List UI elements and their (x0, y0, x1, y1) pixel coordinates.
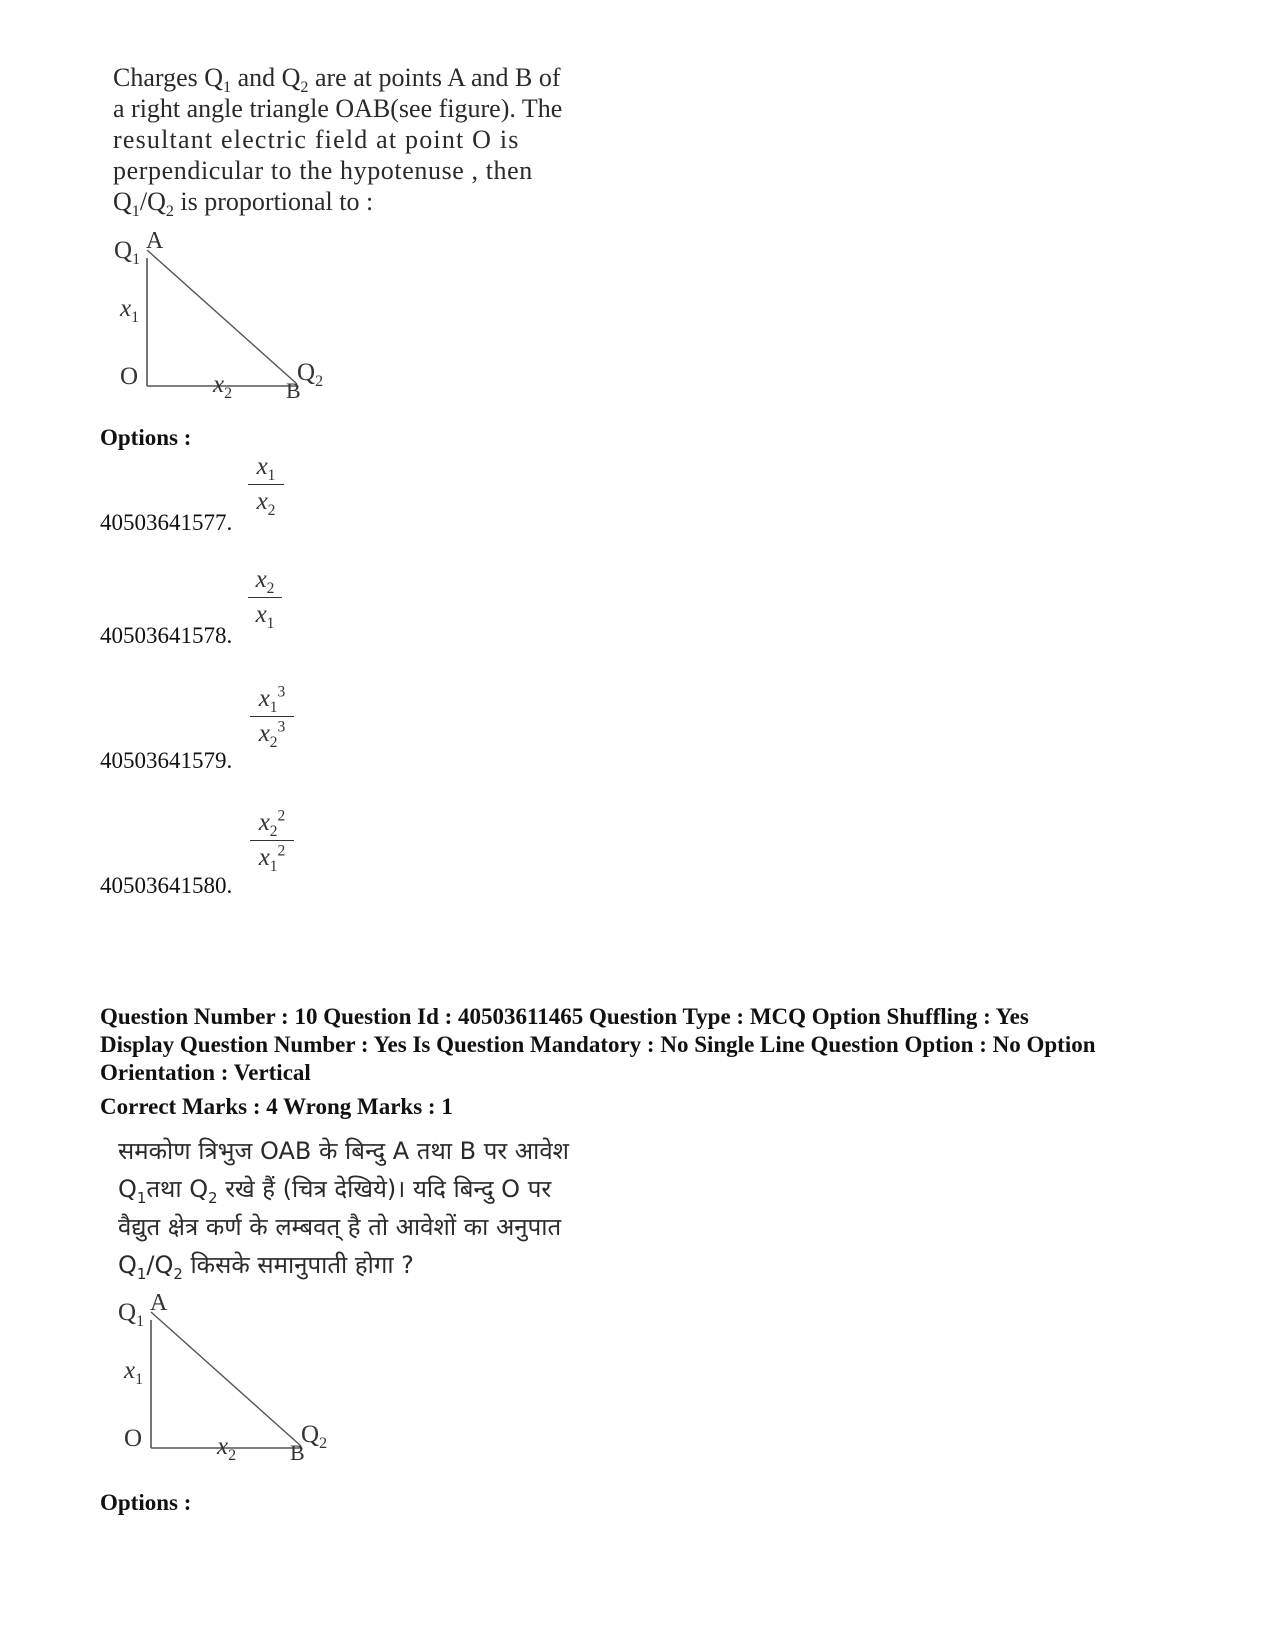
text-run: रखे हैं (चित्र देखिये)। यदि बिन्दु O पर (217, 1175, 552, 1203)
fraction-bar (248, 597, 282, 598)
label-a: A (146, 228, 164, 254)
question-line (113, 93, 603, 124)
label-a: A (150, 1290, 168, 1316)
text-run: /Q (139, 187, 166, 216)
subscript: 2 (300, 79, 309, 97)
question-line (113, 155, 603, 186)
question-meta (100, 1003, 1220, 1121)
label-o: O (124, 1425, 143, 1452)
option-fraction[interactable] (250, 684, 294, 749)
denominator (248, 487, 284, 517)
numerator (248, 452, 284, 482)
subscript: 1 (269, 699, 278, 716)
var: x (256, 488, 268, 515)
subscript: 2 (269, 823, 278, 840)
meta-line: Orientation : Vertical (100, 1060, 311, 1085)
denominator (250, 719, 294, 749)
label-b: B (290, 1440, 305, 1465)
text-run: a right angle triangle OAB(see figure). The (113, 94, 563, 123)
var: x (258, 809, 270, 836)
options-label: Options : (100, 425, 192, 450)
label-q1: $Q_1$ (118, 1299, 145, 1330)
text-run: किसके समानुपाती होगा ? (182, 1251, 414, 1279)
label-b: B (286, 378, 301, 403)
marks-line: Correct Marks : 4 Wrong Marks : 1 (100, 1094, 453, 1119)
var: x (258, 685, 270, 712)
meta-line: Question Number : 10 Question Id : 40503611465 Question Type : MCQ Option Shuffling : Yes (100, 1004, 1029, 1029)
var: x (256, 453, 268, 480)
text-run: resultant electric field at point O is (113, 125, 520, 154)
option-fraction[interactable] (250, 808, 294, 873)
superscript: 3 (277, 718, 286, 736)
subscript: 1 (223, 79, 232, 97)
options-label: Options : (100, 1490, 192, 1515)
text-run: are at points A and B of (308, 63, 561, 92)
subscript: 2 (267, 502, 276, 519)
denominator (250, 843, 294, 873)
question-line: वैद्युत क्षेत्र कर्ण के लम्बवत् है तो आवेशों का अनुपात (118, 1213, 562, 1241)
superscript: 2 (277, 807, 286, 825)
fraction-bar (250, 840, 294, 841)
hypotenuse-ab (147, 250, 297, 384)
triangle-figure (100, 228, 360, 418)
var: x (258, 844, 270, 871)
numerator (250, 684, 294, 714)
fraction-bar (250, 716, 294, 717)
label-o: O (120, 363, 139, 390)
option-id[interactable]: 40503641580. (100, 873, 233, 898)
text-run: perpendicular to the hypotenuse , then (113, 156, 533, 185)
subscript: 1 (136, 1264, 147, 1283)
subscript: 1 (269, 858, 278, 875)
superscript: 2 (277, 842, 286, 860)
question-line: समकोण त्रिभुज OAB के बिन्दु A तथा B पर आवेश (118, 1137, 569, 1165)
text-run: Q (113, 187, 132, 216)
text-run: Q (118, 1251, 137, 1279)
question-text-english (113, 62, 603, 221)
question-line (118, 1246, 638, 1284)
var: x (258, 720, 270, 747)
fraction-bar (248, 484, 284, 485)
text-run: Charges Q (113, 63, 224, 92)
option-id[interactable]: 40503641578. (100, 623, 233, 648)
meta-line: Display Question Number : Yes Is Question Mandatory : No Single Line Question Option : No Option (100, 1032, 1096, 1057)
subscript: 2 (165, 203, 174, 221)
numerator (250, 808, 294, 838)
subscript: 1 (131, 203, 140, 221)
option-id[interactable]: 40503641579. (100, 748, 233, 773)
triangle-figure-2 (104, 1290, 364, 1480)
question-line (113, 62, 603, 97)
text-run: Q (118, 1175, 137, 1203)
subscript: 2 (269, 734, 278, 751)
label-x2: $x_2$ (213, 371, 233, 402)
question-text-hindi (118, 1132, 638, 1284)
question-line (113, 124, 603, 155)
text-run: is proportional to : (173, 187, 374, 216)
option-fraction[interactable] (248, 452, 284, 517)
text-run: तथा Q (146, 1175, 209, 1203)
question-line (118, 1170, 638, 1208)
label-x2: $x_2$ (217, 1433, 237, 1464)
label-q1: $Q_1$ (114, 237, 141, 268)
subscript: 2 (173, 1264, 183, 1283)
superscript: 3 (277, 683, 286, 701)
denominator (248, 600, 282, 630)
subscript: 1 (267, 467, 276, 484)
subscript: 1 (266, 615, 275, 632)
text-run: and Q (231, 63, 301, 92)
subscript: 2 (266, 580, 275, 597)
option-fraction[interactable] (248, 565, 282, 630)
label-q2: $Q_2$ (301, 1421, 328, 1452)
text-run: /Q (146, 1251, 174, 1279)
label-x1: $x_1$ (120, 295, 140, 326)
question-line (113, 186, 603, 221)
numerator (248, 565, 282, 595)
hypotenuse-ab (151, 1312, 301, 1446)
option-id[interactable]: 40503641577. (100, 510, 233, 535)
label-q2: $Q_2$ (297, 359, 324, 390)
var: x (255, 566, 267, 593)
subscript: 1 (136, 1188, 147, 1207)
subscript: 2 (208, 1188, 218, 1207)
var: x (255, 601, 267, 628)
label-x1: $x_1$ (124, 1357, 144, 1388)
